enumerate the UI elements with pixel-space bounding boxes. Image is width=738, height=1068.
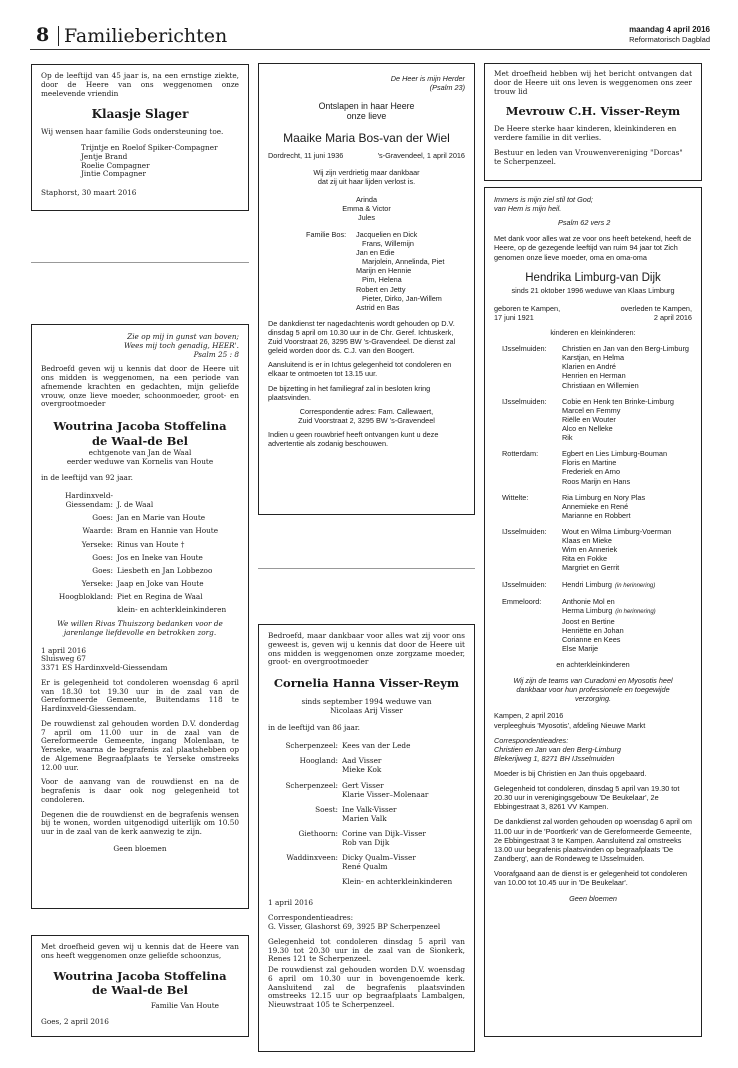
ad-maaike-bos xyxy=(258,63,475,515)
family-row: Hardinxveld- xyxy=(65,491,113,501)
family-group xyxy=(494,580,692,591)
family-group-line: Corianne en Kees xyxy=(562,634,621,644)
family-group-line: Alco en Nelleke xyxy=(562,423,613,433)
deceased-surname: de Waal-de Bel xyxy=(91,433,189,448)
address-block: 1 april 2016 Sluisweg 67 3371 ES Hardinxveld-Giessendam xyxy=(41,645,168,673)
verse-line: van Hem is mijn heil. xyxy=(494,204,562,214)
subtitle: Nicolaas Arij Visser xyxy=(330,705,403,715)
family-group xyxy=(494,493,692,520)
service-text: De rouwdienst zal gehouden worden D.V. woensdag 6 april om 10.30 uur in bovengenoemde kerk. Aansluitend zal de begrafenis plaatsvinden omstreeks 12.15 uur op begraafplaats Lambalgen, Nieuwstraat 105 te Scherpenzeel. xyxy=(268,965,465,1010)
family-group-line: Marianne en Robbert xyxy=(562,510,631,520)
wish-text: De Heere sterke haar kinderen, kleinkinderen en verdere familie in dit verlies. xyxy=(494,124,677,142)
family-group-place: Wittelte: xyxy=(502,492,529,502)
family-group-line: Cobie en Henk ten Brinke-Limburg xyxy=(562,396,674,406)
place-date: Goes, 2 april 2016 xyxy=(41,1017,109,1027)
correspondence-line: Correspondentieadres: xyxy=(268,913,354,923)
issue-date: maandag 4 april 2016 xyxy=(629,25,710,34)
family-row: Soest: Ine Valk-Visser Marien Valk xyxy=(315,804,397,823)
verse-reference: Psalm 62 vers 2 xyxy=(558,218,611,228)
family-row: Waarde: Bram en Hannie van Houte xyxy=(82,526,219,536)
family-row: Goes: Liesbeth en Jan Lobbezoo xyxy=(92,565,213,575)
family-group-line: Henriëtte en Johan xyxy=(562,625,624,635)
family-group-line: Frederiek en Arno xyxy=(562,467,621,477)
family-group-line: Roos Marijn en Hans xyxy=(562,476,631,486)
family-line: Roelie Compagner xyxy=(81,160,150,170)
family-group-line: Floris en Martine xyxy=(562,458,617,468)
signed-by: Familie Van Houte xyxy=(150,1001,219,1011)
deceased-name: Cornelia Hanna Visser-Reym xyxy=(273,676,460,690)
family-row: Goes: Jos en Ineke van Houte xyxy=(92,552,203,562)
family-row: klein- en achterkleinkinderen xyxy=(117,605,227,615)
header-divider xyxy=(58,26,59,46)
family-group-place: Emmeloord: xyxy=(502,597,542,606)
family-list xyxy=(41,491,239,614)
family-group xyxy=(494,344,692,390)
correspondence-line: Correspondentie adres: Fam. Callewaert, xyxy=(299,406,434,416)
thanks-line: Wij zijn verdrietig maar dankbaar xyxy=(313,168,420,178)
family-group xyxy=(494,527,692,573)
remembrance-note: (in herinnering) xyxy=(614,582,656,589)
closing-note: Geen bloemen xyxy=(569,894,617,904)
life-dates xyxy=(268,151,465,160)
family-group-line: Anthonie Mol en xyxy=(562,597,615,606)
family-group-line: Wout en Wilma Limburg-Voerman xyxy=(562,526,672,536)
deceased-name: Mevrouw C.H. Visser-Reym xyxy=(505,104,681,119)
family-group-place: IJsselmuiden: xyxy=(502,344,547,354)
family-label: Familie Bos: xyxy=(306,229,347,239)
subtitle: echtgenote van Jan de Waal xyxy=(88,447,192,457)
family-group-line: Annemieke en René xyxy=(562,501,629,511)
family-list xyxy=(81,144,239,179)
family-row: Scherpenzeel: Kees van der Lede xyxy=(285,741,411,751)
ad-klaasje-slager xyxy=(31,64,249,211)
family-group xyxy=(494,597,692,653)
service-text: De dankdienst ter nagedachtenis wordt gehouden op D.V. dinsdag 5 april om 10.30 uur in de Chr. Geref. Ichtuskerk, Zuid Voorstraat 26, 3295 BW 's-Gravendeel. De dienst zal geleid worden door ds. C.J. van den Boogert. xyxy=(268,318,456,356)
family-group-line: Joost en Bertine xyxy=(562,616,615,626)
deceased-name: Maaike Maria Bos-van der Wiel xyxy=(283,131,450,146)
closing-note: Geen bloemen xyxy=(113,843,167,853)
family-group-line: Herma Limburg (in herinnering) xyxy=(562,606,656,616)
place-line: verpleeghuis 'Myosotis', afdeling Nieuwe Markt xyxy=(494,720,646,730)
subtitle: sinds september 1994 weduwe van xyxy=(301,697,432,706)
column-divider xyxy=(31,262,249,263)
ad-cornelia-visser-reym xyxy=(258,624,475,1052)
newspaper-name: Reformatorisch Dagblad xyxy=(629,35,710,44)
thanks-text: Wij zijn de teams van Curadomi en Myosotis heel dankbaar voor hun professionele en toegewijde verzorging. xyxy=(513,676,673,704)
family-group-line: Klaas en Mieke xyxy=(562,536,612,546)
ad-woutrina-de-waal-short xyxy=(31,935,249,1037)
family-group-line: Else Marije xyxy=(562,643,599,653)
family-group xyxy=(494,449,692,485)
place-date: Staphorst, 30 maart 2016 xyxy=(41,188,137,197)
death-date: 's-Gravendeel, 1 april 2016 xyxy=(377,151,465,161)
family-row: Hoogland: Aad Visser Mieke Kok xyxy=(299,756,382,775)
family-block xyxy=(268,230,465,312)
family-line: Trijntje en Roelof Spiker-Compagner xyxy=(81,143,218,152)
age-text: in de leeftijd van 86 jaar. xyxy=(268,722,360,732)
remembrance-note: (in herinnering) xyxy=(615,609,656,616)
life-dates xyxy=(494,304,692,322)
correspondence-line: G. Visser, Glashorst 69, 3925 BP Scherpenzeel xyxy=(268,922,441,932)
family-row: Klein- en achterkleinkinderen xyxy=(342,877,453,887)
date-line: 1 april 2016 xyxy=(268,897,314,907)
family-group-line: Ria Limburg en Nory Plas xyxy=(562,492,646,502)
family-group-line: Rita en Fokke xyxy=(562,554,608,564)
intro-text: Bedroefd, maar dankbaar voor alles wat zij voor ons geweest is, geven wij u kennis dat door de Heere uit ons midden is weggenomen onze zorgzame moeder, groot- en overgrootmoeder xyxy=(268,631,465,667)
family-group-line: Margriet en Gerrit xyxy=(562,563,620,573)
ad-woutrina-de-waal xyxy=(31,324,249,909)
family-row: Scherpenzeel: Gert Visser Klarie Visser–Molenaar xyxy=(285,780,429,799)
section-title: Familieberichten xyxy=(64,25,228,47)
grandchildren-list: Arinda Emma & Victor Jules xyxy=(342,194,391,222)
thanks-text: We willen Rivas Thuiszorg bedanken voor de jarenlange liefdevolle en betrokken zorg. xyxy=(57,619,223,637)
service-text: De dankdienst zal worden gehouden op woensdag 6 april om 11.00 uur in de 'Poortkerk' van de Gereformeerde Gemeente, 2e Ebbingestraat 3 te Kampen. Aansluitend zal omstreeks 13.00 uur begrafenis plaatsvinden op begraafplaats 'De Zandberg', aan de Rondeweg te IJsselmuiden. xyxy=(494,817,692,863)
verse-reference: (Psalm 23) xyxy=(429,83,465,93)
death-info: overleden te Kampen, 2 april 2016 xyxy=(620,303,692,322)
deceased-name: Woutrina Jacoba Stoffelina xyxy=(53,968,227,983)
page-header xyxy=(30,22,710,50)
family-row: Giessendam: J. de Waal xyxy=(65,500,154,510)
laid-out-text: Moeder is bij Christien en Jan thuis opgebaard. xyxy=(494,769,647,779)
condolence-text: Er is gelegenheid tot condoleren woensdag 6 april van 18.30 tot 19.30 uur in de zaal van de Gereformeerde Gemeente, Buitendams 118 te Hardinxveld-Giessendam. xyxy=(41,677,239,714)
service-text: De rouwdienst zal gehouden worden D.V. donderdag 7 april om 11.00 uur in de zaal van de Gereformeerde Gemeente, ingang Molenlaan, te Yerseke, waarna de begrafenis zal plaatshebben op de Algemene Begraafplaats te Yerseke omstreeks 12.00 uur. xyxy=(41,718,239,772)
family-group-line: Marcel en Femmy xyxy=(562,405,621,415)
thanks-line: dat zij uit haar lijden verlost is. xyxy=(317,177,416,187)
family-group-line: Wim en Anneriek xyxy=(562,545,618,555)
verse-line: De Heer is mijn Herder xyxy=(390,74,465,83)
birth-info: geboren te Kampen, 17 juni 1921 xyxy=(494,303,561,322)
birth-date: Dordrecht, 11 juni 1936 xyxy=(268,151,344,161)
correspondence-line: Christien en Jan van den Berg-Limburg xyxy=(494,744,621,754)
correspondence-line: Blekerijweg 1, 8271 BH IJsselmuiden xyxy=(494,753,615,763)
family-list: Jacquelien en Dick Frans, Willemijn Jan en Edie Marjolein, Annelinda, Piet Marijn en Hennie Pim, Helena Robert en Jetty Pieter, Dirko, Jan-Willem Astrid en Bas xyxy=(356,229,445,312)
condolence-note: Voor de aanvang van de rouwdienst en na de begrafenis is daar ook nog gelegenheid tot condoleren. xyxy=(41,777,239,804)
intro-text: Bedroefd geven wij u kennis dat door de Heere uit ons midden is weggenomen, na een periode van afnemende krachten en gedachten, mijn geliefde vrouw, onze lieve moeder, schoonmoeder, groot- en overgrootmoeder xyxy=(41,364,239,409)
family-row: Yerseke: Rinus van Houte † xyxy=(81,539,185,549)
verse-reference: Psalm 25 : 8 xyxy=(193,349,239,359)
deceased-surname: de Waal-de Bel xyxy=(91,983,189,998)
age-text: in de leeftijd van 92 jaar. xyxy=(41,473,133,483)
subtitle: eerder weduwe van Kornelis van Houte xyxy=(66,456,214,466)
family-group-line: Klarien en André xyxy=(562,362,616,372)
signed-by: Bestuur en leden van Vrouwenvereniging "Dorcas" te Scherpenzeel. xyxy=(494,147,683,166)
attendance-note: Degenen die de rouwdienst en de begrafenis wensen bij te wonen, worden uitgenodigd uiterlijk om 10.50 uur in de zaal van de kerk aanwezig te zijn. xyxy=(41,809,239,837)
family-row: Giethoorn: Corine van Dijk–Visser Rob van Dijk xyxy=(298,829,426,848)
column-divider xyxy=(258,568,475,569)
intro-line: onze lieve xyxy=(346,111,387,122)
notice-text: Indien u geen rouwbrief heeft ontvangen kunt u deze advertentie als zodanig beschouwen. xyxy=(268,429,439,449)
subtitle: sinds 21 oktober 1996 weduwe van Klaas Limburg xyxy=(511,285,675,295)
condolence-text: Gelegenheid tot condoleren dinsdag 5 april van 19.30 tot 20.30 uur in de zaal van de Sionkerk, Renes 121 te Scherpenzeel. xyxy=(268,936,465,964)
family-groups xyxy=(494,344,692,653)
family-group-place: IJsselmuiden: xyxy=(502,579,547,589)
ad-mevrouw-visser-reym xyxy=(484,63,702,181)
intro-text: Met droefheid hebben wij het bericht ontvangen dat door de Heere uit ons leven is weggenomen ons zeer trouw lid xyxy=(494,69,692,96)
family-row: Yerseke: Jaap en Joke van Houte xyxy=(81,578,204,588)
place-line: Kampen, 2 april 2016 xyxy=(494,711,564,721)
correspondence-line: Correspondentieadres: xyxy=(494,735,569,745)
family-row: Waddinxveen: Dicky Qualm–Visser René Qualm xyxy=(286,853,416,872)
intro-text: Met droefheid geven wij u kennis dat de Heere van ons heeft weggenomen onze geliefde schoonzus, xyxy=(41,942,239,960)
family-group-line: Christien en Jan van den Berg-Limburg xyxy=(562,344,689,354)
family-line: Jintie Compagner xyxy=(81,169,146,179)
family-list xyxy=(268,741,465,886)
family-line: Jentje Brand xyxy=(81,151,128,161)
condolence-text: Aansluitend is er in Ichtus gelegenheid tot condoleren en elkaar te ontmoeten tot 13.15 uur. xyxy=(268,360,452,379)
intro-text: Op de leeftijd van 45 jaar is, na een ernstige ziekte, door de Heere van ons weggenomen onze meelevende vriendin xyxy=(41,71,239,98)
family-group-line: Hendri Limburg (in herinnering) xyxy=(562,579,656,589)
family-heading: kinderen en kleinkinderen: xyxy=(550,327,636,337)
family-group-place: IJsselmuiden: xyxy=(502,526,547,536)
family-group-line: Egbert en Lies Limburg-Bouman xyxy=(562,449,668,459)
page-number: 8 xyxy=(36,24,50,46)
ad-hendrika-limburg xyxy=(484,187,702,1037)
family-group-line: Christiaan en Willemien xyxy=(562,380,639,390)
family-group-place: Rotterdam: xyxy=(502,449,539,459)
pre-service-text: Voorafgaand aan de dienst is er gelegenheid tot condoleren van 10.00 tot 10.45 uur in 'De Beukelaar'. xyxy=(494,869,688,888)
family-row: Hoogblokland: Piet en Regina de Waal xyxy=(58,592,203,601)
verse-line: Immers is mijn ziel stil tot God; xyxy=(494,195,593,204)
deceased-name: Woutrina Jacoba Stoffelina xyxy=(53,419,227,433)
family-group xyxy=(494,397,692,443)
verse-line: Zie op mij in gunst van boven; xyxy=(127,332,239,341)
deceased-name: Klaasje Slager xyxy=(91,107,189,122)
condolence-text: Gelegenheid tot condoleren, dinsdag 5 april van 19.30 tot 20.30 uur in verenigingsgebouw 'De Beukelaar', 2e Ebbingestraat 3, 8261 VV Kampen. xyxy=(494,784,680,812)
intro-text: Met dank voor alles wat ze voor ons heeft betekend, heeft de Heere, op de gezegende leeftijd van ruim 94 jaar tot Zich genomen onze lieve moeder, oma en oma-oma xyxy=(494,234,692,262)
intro-line: Ontslapen in haar Heere xyxy=(318,101,415,112)
family-group-line: Karstjan, en Helma xyxy=(562,353,625,363)
correspondence-line: Zuid Voorstraat 2, 3295 BW 's-Gravendeel xyxy=(298,415,435,425)
family-group-line: Rik xyxy=(562,433,573,443)
verse-line: Wees mij toch genadig, HEER'. xyxy=(123,340,239,350)
family-group-place: IJsselmuiden: xyxy=(502,396,547,406)
family-group-line: Riëlle en Wouter xyxy=(562,414,616,424)
burial-text: De bijzetting in het familiegraf zal in besloten kring plaatsvinden. xyxy=(268,383,431,402)
deceased-name: Hendrika Limburg-van Dijk xyxy=(525,271,661,284)
family-row: Goes: Jan en Marie van Houte xyxy=(92,513,206,523)
wish-text: Wij wensen haar familie Gods ondersteuning toe. xyxy=(41,127,224,137)
family-group-line: Henrien en Herman xyxy=(562,371,626,381)
grandchildren-line: en achterkleinkinderen xyxy=(556,660,630,670)
